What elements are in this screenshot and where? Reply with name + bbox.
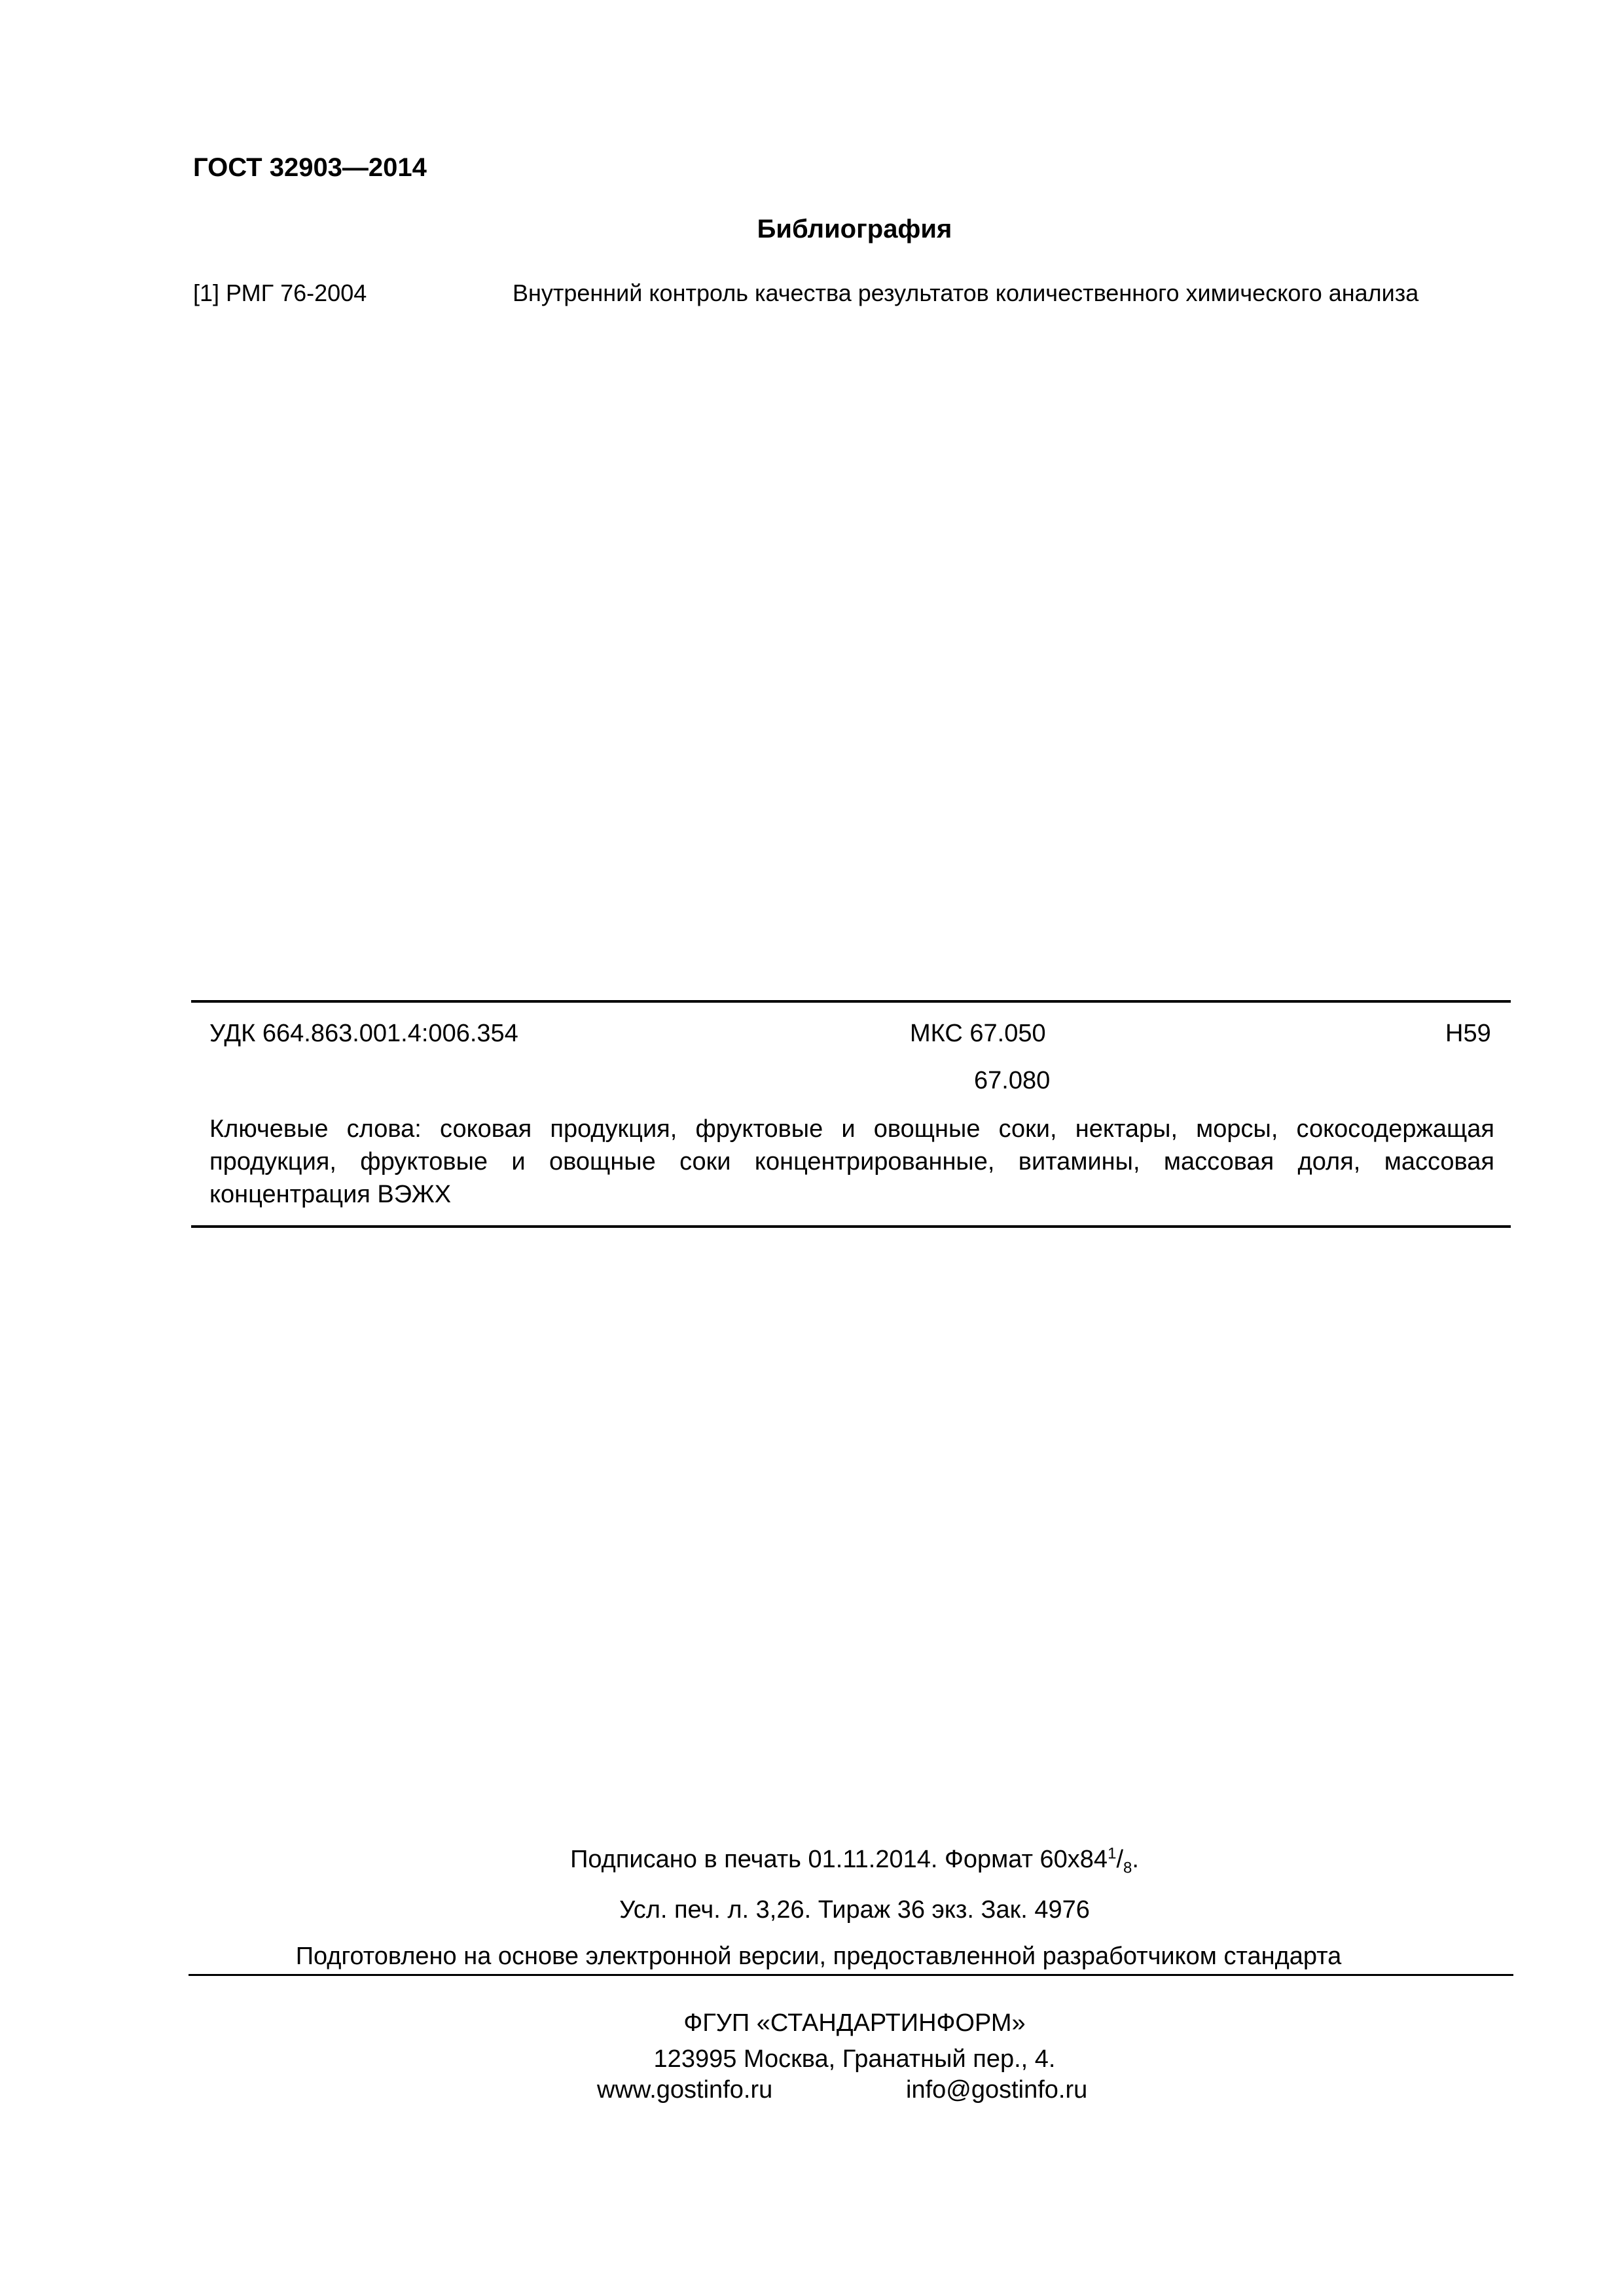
bibliography-title: Библиография [757,215,952,243]
udk-code: УДК 664.863.001.4:006.354 [209,1020,518,1047]
publisher-name: ФГУП «СТАНДАРТИНФОРМ» [683,2009,1026,2037]
bibliography-item-ref: [1] РМГ 76-2004 [193,279,367,306]
publisher-address: 123995 Москва, Гранатный пер., 4. [653,2045,1056,2073]
format-denominator: 8 [1123,1859,1132,1877]
keywords-text: Ключевые слова: соковая продукция, фруктовые и овощные соки, нектары, морсы, сокосодержащая продукция, фруктовые и овощные соки концентрированные, витамины, массовая доля, массовая концентрация ВЭЖХ [209,1115,1494,1208]
document-code: ГОСТ 32903—2014 [193,153,427,182]
top-divider [191,1000,1511,1003]
bibliography-item-description: Внутренний контроль качества результатов количественного химического анализа [513,279,1419,306]
mks-code-1: МКС 67.050 [910,1020,1046,1047]
publisher-email: info@gostinfo.ru [906,2076,1088,2104]
middle-divider [191,1225,1511,1228]
mks-code-2: 67.080 [974,1067,1051,1094]
format-separator: / [1116,1846,1123,1873]
classification-code: Н59 [1445,1020,1491,1047]
print-info: Усл. печ. л. 3,26. Тираж 36 экз. Зак. 4976 [619,1896,1090,1924]
signed-to-print [0,1844,1624,1877]
signed-suffix: . [1132,1846,1139,1873]
signed-prefix: Подписано в печать 01.11.2014. Формат 60х84 [570,1846,1108,1873]
format-numerator: 1 [1108,1844,1117,1863]
bottom-divider [189,1974,1513,1976]
prepared-note: Подготовлено на основе электронной версии, предоставленной разработчиком стандарта [295,1943,1342,1970]
publisher-website: www.gostinfo.ru [597,2076,773,2104]
